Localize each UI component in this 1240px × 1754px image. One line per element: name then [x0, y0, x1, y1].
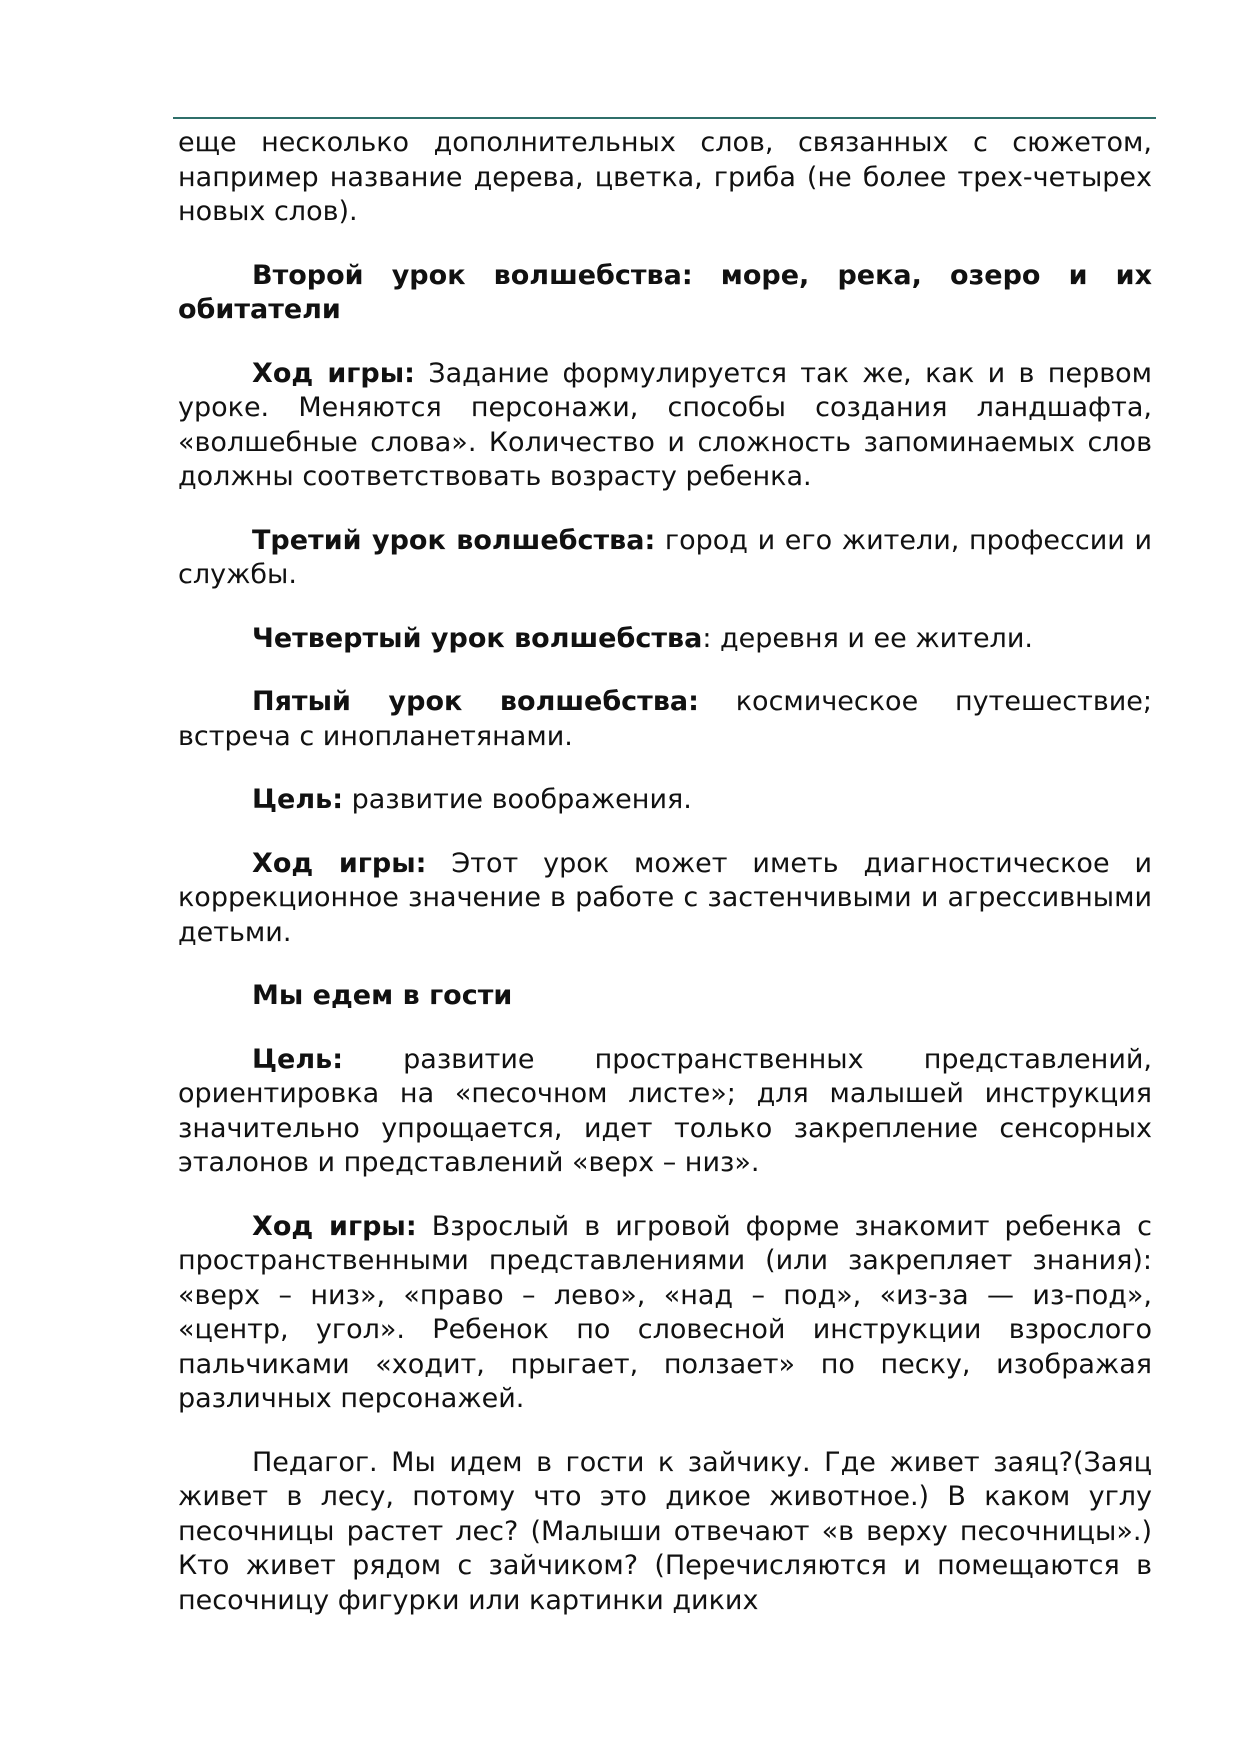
- paragraph-game-procedure-spatial: [178, 1210, 1152, 1417]
- paragraph-text: Педагог. Мы идем в гости к зайчику. Где живет заяц?(Заяц живет в лесу, потому что это дикое животное.) В каком углу песочницы растет лес? (Малыши отвечают «в верху песочницы».) Кто живет рядом с зайчиком? (Перечисляются и помещаются в песочницу фигурки или картинки диких: [178, 1446, 1152, 1616]
- bold-label: Третий урок волшебства:: [252, 524, 656, 556]
- paragraph-text: Этот урок может иметь диагностическое и коррекционное значение в работе с застенчивыми и агрессивными детьми.: [178, 847, 1153, 948]
- paragraph-text: Взрослый в игровой форме знакомит ребенка с пространственными представлениями (или закрепляет знания): «верх – низ», «право – лево», «над – под», «из-за — из-под», «центр, угол». Ребенок по словесной инструкции взрослого пальчиками «ходит, прыгает, ползает» по песку, изображая различных персонажей.: [178, 1210, 1152, 1414]
- bold-label: Четвертый урок волшебства: [252, 622, 703, 654]
- paragraph-goal: [178, 783, 1152, 818]
- paragraph-text: развитие воображения.: [343, 784, 692, 815]
- paragraph-text: космическое путешествие; встреча с инопланетянами.: [178, 686, 1152, 752]
- bold-label: Цель:: [252, 1043, 344, 1075]
- header-rule: [173, 117, 1156, 119]
- paragraph-text: : деревня и ее жители.: [702, 622, 1033, 654]
- section-heading-visiting: Мы едем в гости: [252, 980, 513, 1011]
- paragraph-text: город и его жители, профессии и службы.: [178, 524, 1152, 590]
- bold-label: Ход игры:: [252, 1210, 417, 1242]
- paragraph-teacher-dialogue: [178, 1446, 1152, 1619]
- bold-label: Ход игры:: [252, 847, 427, 879]
- paragraph-fifth-lesson: [178, 685, 1152, 754]
- paragraph-text: еще несколько дополнительных слов, связанных с сюжетом, например название дерева, цветка, гриба (не более трех-четырех новых слов).: [178, 127, 1152, 227]
- paragraph-goal-spatial: [178, 1043, 1152, 1181]
- paragraph-text: Задание формулируется так же, как и в первом уроке. Меняются персонажи, способы создания ландшафта, «волшебные слова». Количество и сложность запоминаемых слов должны соответствовать возрасту ребенка.: [178, 357, 1153, 492]
- paragraph-game-procedure: [178, 357, 1152, 495]
- bold-label: Пятый урок волшебства:: [252, 686, 699, 717]
- paragraph-fourth-lesson: [178, 622, 1152, 657]
- paragraph-game-procedure-diagnostic: [178, 847, 1152, 951]
- page-content: [178, 126, 1152, 1647]
- paragraph-continuation: [178, 126, 1152, 230]
- paragraph-third-lesson: [178, 524, 1152, 593]
- bold-label: Ход игры:: [252, 357, 415, 389]
- paragraph-text: развитие пространственных представлений, ориентировка на «песочном листе»; для малышей инструкция значительно упрощается, идет только закрепление сенсорных эталонов и представлений «верх – низ».: [178, 1043, 1152, 1178]
- section-heading-second-lesson: Второй урок волшебства: море, река, озеро и их обитатели: [178, 259, 1152, 325]
- bold-label: Цель:: [252, 784, 344, 815]
